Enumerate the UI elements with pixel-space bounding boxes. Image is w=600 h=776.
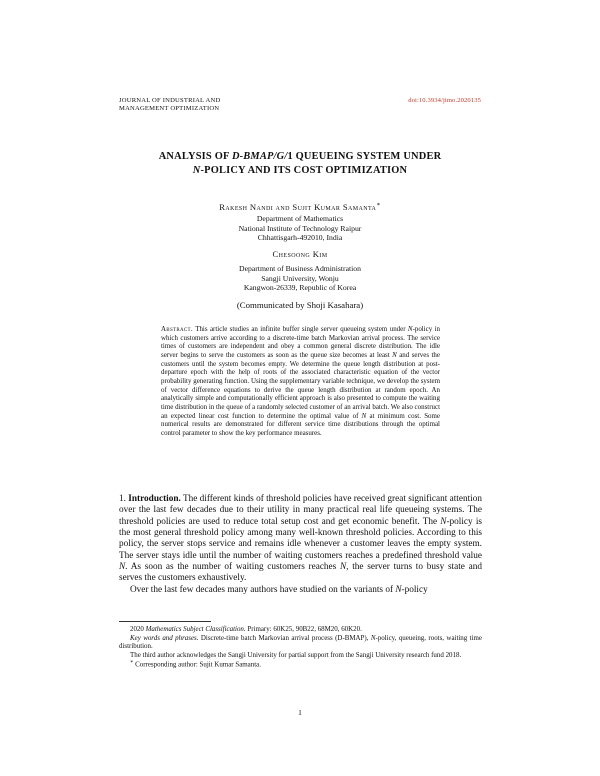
abstract-label: Abstract.	[161, 325, 193, 333]
communicated-by: (Communicated by Shoji Kasahara)	[236, 300, 364, 310]
author-names-2: Chesoong Kim	[272, 249, 328, 259]
footnote-rule	[119, 621, 211, 622]
corresponding-text: Corresponding author: Sujit Kumar Samanta.	[133, 660, 261, 669]
page-number: 1	[298, 708, 302, 717]
paper-title	[0, 150, 600, 177]
intro-text: , the server turns to busy state and serves the customers exhaustively.	[119, 562, 482, 584]
intro-text: . As soon as the number of waiting customers reaches	[125, 562, 340, 573]
title-line2-post: -POLICY AND ITS COST OPTIMIZATION	[200, 164, 408, 176]
intro-math: N	[340, 562, 347, 573]
doi-link[interactable]: doi:10.3934/jimo.2020135	[408, 97, 481, 104]
section-heading: Introduction.	[128, 494, 181, 504]
intro-text: -policy is the most general threshold policy among many well-known threshold policies. According to this policy, the server stops service and remains idle whenever a customer leaves the empty system. The server stays idle until the number of waiting customers reaches a predefined threshold value	[119, 516, 482, 561]
abstract-math: N	[392, 350, 397, 359]
abstract-math: N	[361, 411, 367, 420]
msc-label: Mathematics Subject Classification.	[145, 625, 246, 633]
abstract-text: and serves the customers until the system becomes empty. We determine the queue length distribution at post-departure epoch with the help of roots of the associated characteristic equation of the vector probability generating function. Using the supplementary variable technique, we develop the system of vector difference equations to derive the queue length distribution at random epoch. An analytically simple and computationally efficient approach is also presented to compute the waiting time distribution in the queue of a randomly selected customer of an arrival batch. We also construct an expected linear cost function to determine the optimal value of	[161, 350, 440, 420]
footnote-msc	[119, 625, 482, 634]
footnote-acknowledgement: The third author acknowledges the Sangji University for partial support from the Sangji University research fund 2018.	[130, 650, 462, 659]
intro-math: N	[440, 516, 447, 527]
abstract-text: at minimum cost. Some numerical results are demonstrated for different service time distributions through the optimal control parameter to show the key performance measures.	[161, 411, 440, 437]
title-line1-post: 1 QUEUEING SYSTEM UNDER	[287, 151, 442, 162]
affiliation-1-line: Chhattisgarh-492010, India	[257, 233, 343, 243]
affiliation-2-line: Kangwon-26339, Republic of Korea	[243, 283, 357, 293]
affiliation-2-line: Department of Business Administration	[239, 264, 361, 273]
keywords-label: Key words and phrases.	[130, 633, 199, 642]
abstract-text: This article studies an infinite buffer single server queueing system under	[192, 325, 408, 333]
intro-math: N	[119, 562, 126, 573]
affiliation-2-line: Sangji University, Wonju	[261, 273, 339, 283]
abstract	[161, 325, 440, 438]
intro-text: The different kinds of threshold policies have received great significant attention over the last few decades due to their utility in many practical real life queueing systems. The threshold policies are used to reduce total setup cost and get economic benefit. The	[119, 494, 482, 527]
introduction-section	[119, 494, 482, 596]
intro-math: N	[395, 584, 402, 595]
title-line2-math: N	[192, 164, 201, 176]
keywords-text: -policy, queueing, roots, waiting time distribution.	[119, 633, 482, 650]
corresponding-star: ∗	[376, 202, 381, 208]
keywords-text: Discrete-time batch Markovian arrival process (D-BMAP),	[198, 633, 371, 642]
author-names-1: Rakesh Nandi and Sujit Kumar Samanta	[219, 201, 377, 212]
author-list-1	[0, 201, 600, 212]
affiliation-1-line: National Institute of Technology Raipur	[238, 223, 362, 233]
footnote-keywords	[119, 634, 482, 651]
title-line1-math: D-BMAP/G/	[231, 151, 288, 162]
journal-name	[119, 97, 220, 112]
footnotes	[119, 625, 482, 669]
title-line1-pre: ANALYSIS OF	[158, 151, 232, 162]
affiliation-2	[0, 264, 600, 293]
abstract-text: -policy in which customers arrive according to a discrete-time batch Markovian arrival process. The service times of customers are independent and obey a common general discrete distribution. The idle server begins to serve the customers as soon as the queue size becomes at least	[161, 325, 441, 359]
affiliation-1	[0, 214, 600, 243]
section-number: 1.	[119, 494, 126, 504]
affiliation-1-line: Department of Mathematics	[256, 214, 344, 223]
intro-paragraph-2	[119, 585, 482, 596]
intro-text: -policy	[401, 584, 428, 595]
abstract-math: N	[407, 325, 413, 333]
intro-paragraph-1	[119, 494, 482, 585]
footnote-corresponding	[119, 659, 482, 669]
msc-text: Primary: 60K25, 90B22, 68M20, 60K20.	[245, 625, 362, 633]
corresponding-star: ∗	[130, 660, 134, 665]
keywords-math: N	[370, 633, 376, 642]
msc-year: 2020	[130, 625, 146, 633]
journal-name-line2: MANAGEMENT OPTIMIZATION	[119, 104, 220, 112]
journal-name-line1: JOURNAL OF INDUSTRIAL AND	[119, 97, 221, 104]
intro-text: Over the last few decades many authors have studied on the variants of	[130, 584, 396, 595]
